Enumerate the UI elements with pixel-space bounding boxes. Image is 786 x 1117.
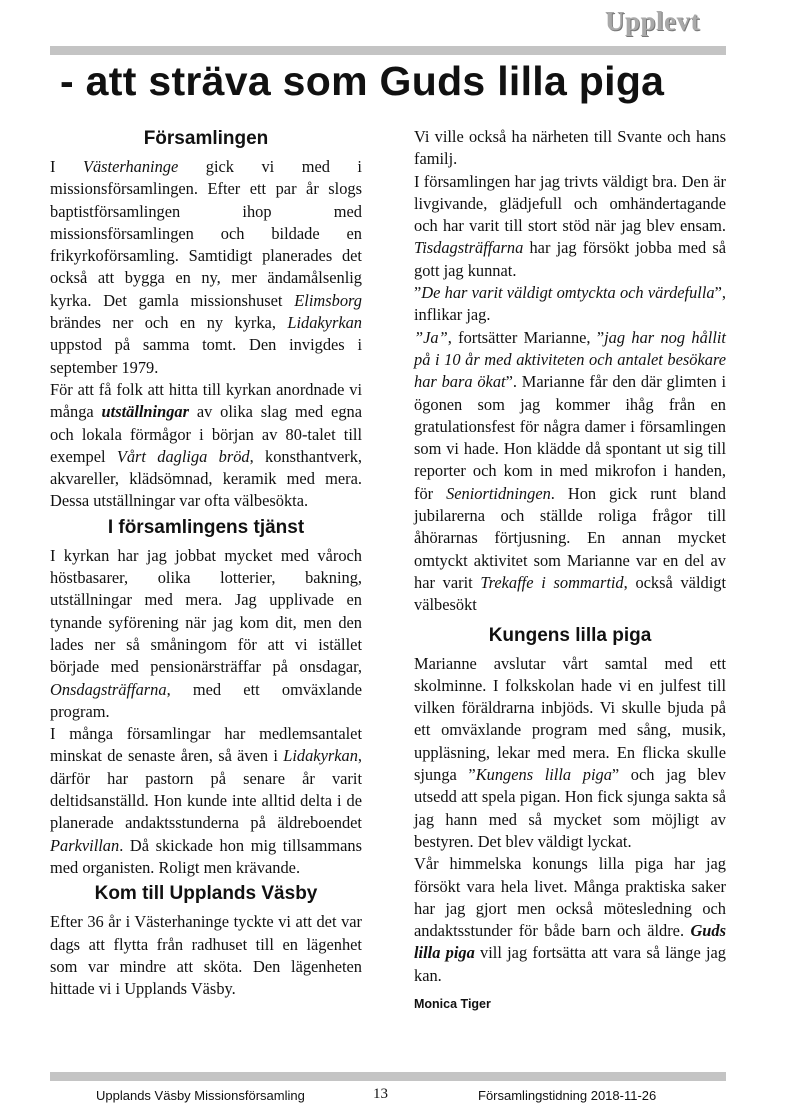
section-label: Upplevt: [604, 6, 700, 36]
top-rule: [50, 46, 726, 55]
bottom-rule: [50, 1072, 726, 1081]
paragraph: I församlingen har jag trivts väldigt bra. Den är livgivande, glädjefull och omhändertagande och har varit till stort stöd när jag blev ensam. Tisdagsträffarna har jag försökt jobba med så gott jag kunnat.: [414, 171, 726, 280]
headline: - att sträva som Guds lilla piga: [60, 58, 665, 104]
paragraph: För att få folk att hitta till kyrkan anordnade vi många utställningar av olika slag med egna och lokala förmågor i början av 80-talet till exempel Vårt dagliga bröd, konsthantverk, akvareller, klädsömnad, keramik med mera. Dessa utställningar var ofta välbesökta.: [50, 379, 363, 511]
heading-forsamlingen: Församlingen: [143, 128, 269, 149]
paragraph: I kyrkan har jag jobbat mycket med våroch höstbasarer, olika lotterier, bakning, utställningar med mera. Jag upplivade en tynande syförening när jag kom dit, men den lades ner så småningom för att vi istället började med pensionärsträffar på onsdagar, Onsdagsträffarna, med ett omväxlande program.: [50, 545, 362, 721]
left-column: [50, 124, 362, 1000]
paragraph: Vi ville också ha närheten till Svante och hans familj.: [414, 127, 726, 169]
paragraph: I Västerhaninge gick vi med i missionsförsamlingen. Efter ett par år slogs baptistförsamlingen ihop med missionsförsamlingen och bildade en frikyrkoförsamling. Samtidigt planerades det också att bygga en ny, mer ändamålsenlig kyrka. Det gamla missionshuset Elimsborg brändes ner och en ny kyrka, Lidakyrkan uppstod på samma tomt. Den invigdes i september 1979.: [50, 157, 362, 377]
paragraph: Marianne avslutar vårt samtal med ett skolminne. I folkskolan hade vi en julfest till vilken föräldrarna inbjöds. Vi skulle bjuda på ett omväxlande program med sång, musik, uppläsning, lekar med mera. En flicka skulle sjunga ”Kungens lilla piga” och jag blev utsedd att spela pigan. Hon fick sjunga sakta så jag hann med så mycket som möjligt av bestyren. Det blev väldigt lyckat.: [414, 653, 726, 851]
paragraph: Vår himmelska konungs lilla piga har jag försökt vara hela livet. Många praktiska saker har jag gjort men också mötesledning och andaktsstunder för både barn och äldre. Guds lilla piga vill jag fortsätta att vara så länge jag kan.: [414, 854, 727, 985]
right-column: [414, 126, 726, 1015]
footer: [0, 1086, 786, 1106]
page-number: 13: [373, 1086, 388, 1102]
paragraph: ”De har varit väldigt omtyckta och värdefulla”, inflikar jag.: [414, 283, 726, 325]
footer-issue-date: Församlingstidning 2018-11-26: [478, 1088, 657, 1103]
paragraph: ”Ja”, fortsätter Marianne, ”jag har nog hållit på i 10 år med aktiviteten och antalet besökare har bara ökat”. Marianne får den där glimten i ögonen som jag kommer ihåg från en gratulationsfest för några damer i församlingen som vi hade. Hon klädde då spontant ut sig till reporter och kom in med mikrofon i handen, för Seniortidningen. Hon gick runt bland jubilarerna och ställde roliga frågor till åhörarnas förtjusning. En annan mycket omtyckt aktivitet som Marianne var en del av har varit Trekaffe i sommartid, också väldigt välbesökt: [414, 327, 726, 615]
heading-kom-till-upplands-vasby: Kom till Upplands Väsby: [94, 883, 318, 905]
heading-kungens-lilla-piga: Kungens lilla piga: [488, 624, 652, 646]
paragraph: Efter 36 år i Västerhaninge tyckte vi att det var dags att flytta från radhuset till en lägenhet som var mindre att sköta. Den lägenheten hittade vi i Upplands Väsby.: [50, 912, 362, 999]
author-signature: Monica Tiger: [414, 996, 491, 1011]
footer-publisher: Upplands Väsby Missionsförsamling: [96, 1088, 305, 1103]
heading-forsamlingens-tjanst: I församlingens tjänst: [107, 516, 305, 538]
paragraph: I många församlingar har medlemsantalet minskat de senaste åren, så även i Lidakyrkan, därför har pastorn på senare år varit deltidsanställd. Hon kunde inte alltid delta i de planerade andaktsstunderna på äldreboendet Parkvillan. Då skickade hon mig tillsammans med organisten. Roligt men krävande.: [50, 724, 362, 877]
